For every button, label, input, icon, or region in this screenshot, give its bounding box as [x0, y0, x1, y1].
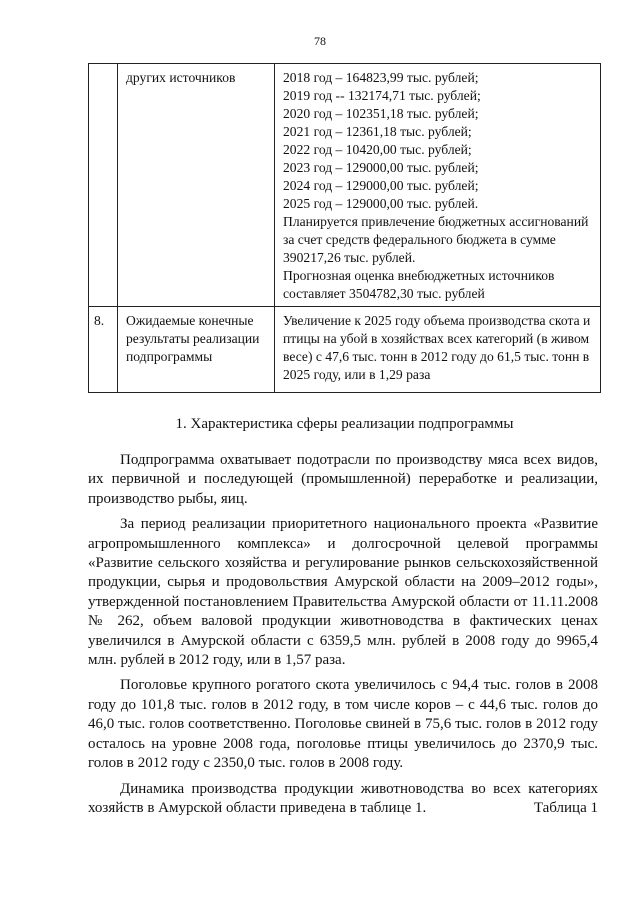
paragraph: За период реализации приоритетного национального проекта «Развитие агропромышленного комплекса» и долгосрочной целевой программы «Развитие сельского хозяйства и регулирование рынков сельскохозяйственной продукции, сырья и продовольствия Амурской области на 2009–2012 годы», утвержденной постановлением Правительства Амурской области от 11.11.2008 № 262, объем валовой продукции животноводства в фактических ценах увеличился в Амурской области с 6359,5 млн. рублей в 2008 году до 9965,4 млн. рублей в 2012 году, или в 1,57 раза.: [88, 516, 598, 669]
list-item: 2025 год – 129000,00 тыс. рублей.: [283, 196, 479, 211]
list-item: 2018 год – 164823,99 тыс. рублей;: [283, 70, 479, 85]
list-item: Планируется привлечение бюджетных ассигнований за счет средств федерального бюджета в сумме 390217,26 тыс. рублей.: [283, 214, 589, 265]
row-name: Ожидаемые конечные результаты реализации подпрограммы: [126, 313, 260, 364]
subprogram-passport-table: [88, 63, 601, 393]
body-text: [88, 451, 598, 824]
row-number: 8.: [94, 313, 105, 328]
table-row: [89, 64, 601, 307]
row-number: [89, 64, 117, 69]
paragraph: Динамика производства продукции животноводства во всех категориях хозяйств в Амурской области приведена в таблице 1.: [88, 780, 598, 816]
page-number: 78: [314, 34, 326, 48]
list-item: 2020 год – 102351,18 тыс. рублей;: [283, 106, 479, 121]
funding-list: [275, 64, 600, 306]
results-list: [275, 307, 600, 392]
row-value-cell: [275, 64, 601, 307]
row-name: других источников: [126, 70, 236, 85]
paragraph: Подпрограмма охватывает подотрасли по производству мяса всех видов, их первичной и последующей (промышленной) переработке и реализации, производство рыбы, яиц.: [88, 452, 598, 507]
list-item: Увеличение к 2025 году объема производства скота и птицы на убой в хозяйствах всех категорий (в живом весе) с 47,6 тыс. тонн в 2012 году до 61,5 тыс. тонн в 2025 году, или в 1,29 раза: [283, 313, 591, 382]
list-item: 2019 год -- 132174,71 тыс. рублей;: [283, 88, 481, 103]
row-name-cell: [118, 307, 275, 393]
table-caption: Таблица 1: [533, 800, 598, 816]
section-title: 1. Характеристика сферы реализации подпрограммы: [175, 416, 514, 432]
paragraph: Поголовье крупного рогатого скота увеличилось с 94,4 тыс. голов в 2008 году до 101,8 тыс. голов в 2012 году, в том числе коров – с 44,6 тыс. голов до 46,0 тыс. голов соответственно. Поголовье свиней в 75,6 тыс. голов в 2012 году осталось на уровне 2008 года, поголовье птицы увеличилось до 2370,9 тыс. голов в 2012 году с 2350,0 тыс. голов в 2008 году.: [88, 677, 598, 772]
table-row: [89, 307, 601, 393]
list-item: Прогнозная оценка внебюджетных источников составляет 3504782,30 тыс. рублей: [283, 268, 555, 301]
list-item: 2023 год – 129000,00 тыс. рублей;: [283, 160, 479, 175]
row-name-cell: [118, 64, 275, 307]
list-item: 2024 год – 129000,00 тыс. рублей;: [283, 178, 479, 193]
row-number-cell: [89, 64, 118, 307]
row-number-cell: [89, 307, 118, 393]
row-value-cell: [275, 307, 601, 393]
list-item: 2021 год – 12361,18 тыс. рублей;: [283, 124, 472, 139]
list-item: 2022 год – 10420,00 тыс. рублей;: [283, 142, 472, 157]
